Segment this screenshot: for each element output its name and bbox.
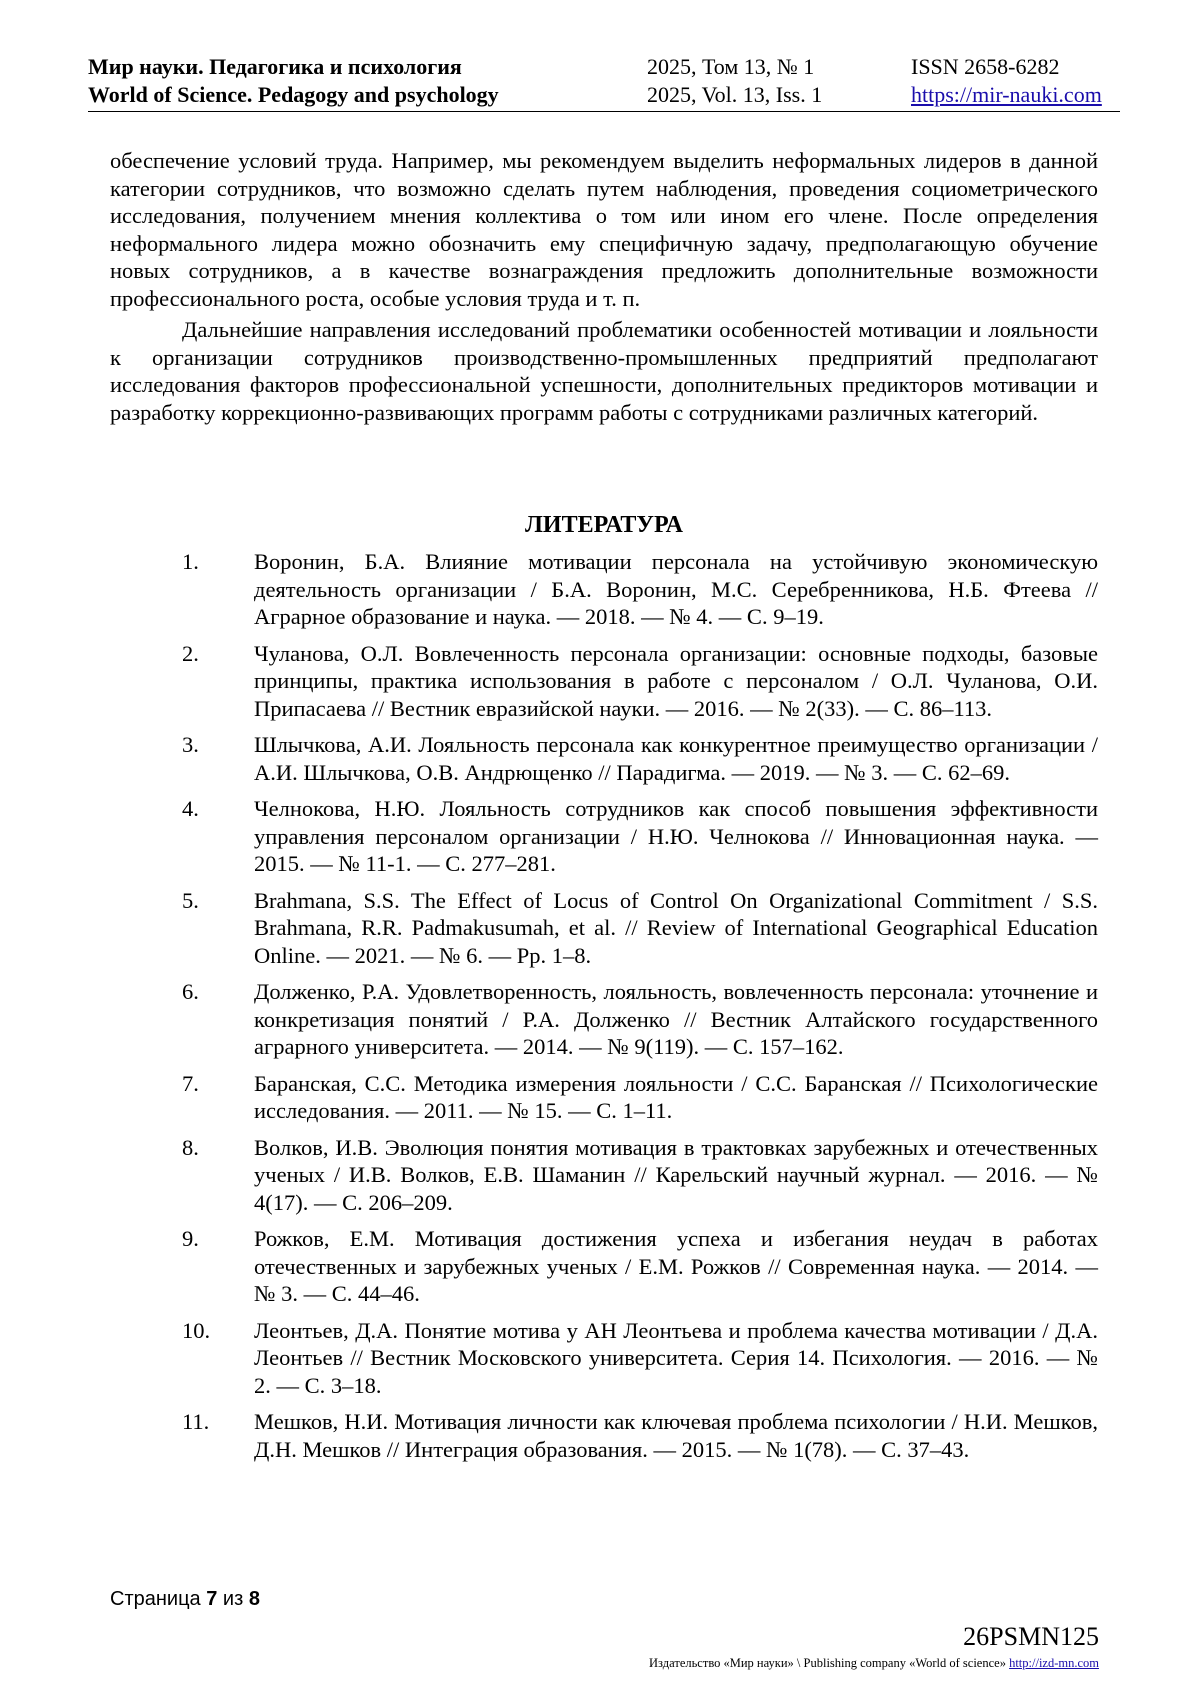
reference-list xyxy=(110,548,1098,1472)
publisher-url-link[interactable]: http://izd-mn.com xyxy=(1009,1656,1099,1670)
reference-number: 6. xyxy=(182,979,199,1004)
publisher-text: Издательство «Мир науки» \ Publishing company «World of science» xyxy=(649,1656,1006,1670)
reference-text: Челнокова, Н.Ю. Лояльность сотрудников как способ повышения эффективности управления персоналом организации / Н.Ю. Челнокова // Инновационная наука. — 2015. — № 11-1. — С. 277–281. xyxy=(254,796,1098,876)
reference-number: 1. xyxy=(182,549,199,574)
journal-title-en: World of Science. Pedagogy and psychology xyxy=(88,82,499,107)
reference-item xyxy=(110,1317,1098,1400)
reference-text: Brahmana, S.S. The Effect of Locus of Control On Organizational Commitment / S.S. Brahmana, R.R. Padmakusumah, et al. // Review of International Geographical Education Online. — 2021. — № 6. — Pp. 1–8. xyxy=(254,887,1098,968)
reference-number: 2. xyxy=(182,640,199,666)
issn: ISSN 2658-6282 xyxy=(911,54,1060,79)
journal-header xyxy=(88,53,1120,112)
article-code: 26PSMN125 xyxy=(963,1622,1099,1651)
header-row-en xyxy=(88,81,1120,109)
reference-text: Рожков, Е.М. Мотивация достижения успеха и избегания неудач в работах отечественных и зарубежных ученых / Е.М. Рожков // Современная наука. — 2014. — № 3. — С. 44–46. xyxy=(254,1226,1098,1306)
reference-item xyxy=(110,1408,1098,1463)
reference-number: 7. xyxy=(182,1070,199,1096)
page-current: 7 xyxy=(206,1588,218,1610)
body-text xyxy=(110,147,1098,426)
reference-text: Чуланова, О.Л. Вовлеченность персонала организации: основные подходы, базовые принципы, практика использования в работе с персоналом / О.Л. Чуланова, О.И. Припасаева // Вестник евразийской науки. — 2016. — № 2(33). — С. 86–113. xyxy=(254,640,1098,721)
page-number xyxy=(110,1587,260,1611)
journal-url-link[interactable]: https://mir-nauki.com xyxy=(911,82,1102,107)
header-row-ru xyxy=(88,53,1120,81)
reference-text: Воронин, Б.А. Влияние мотивации персонала на устойчивую экономическую деятельность организации / Б.А. Воронин, М.С. Серебренникова, Н.Б. Фтеева // Аграрное образование и наука. — 2018. — № 4. — С. 9–19. xyxy=(254,549,1098,629)
publisher-line xyxy=(649,1655,1099,1671)
reference-number: 9. xyxy=(182,1226,199,1251)
reference-number: 3. xyxy=(182,732,199,757)
reference-text: Волков, И.В. Эволюция понятия мотивация в трактовках зарубежных и отечественных ученых / И.В. Волков, Е.В. Шаманин // Карельский научный журнал. — 2016. — № 4(17). — С. 206–209. xyxy=(254,1134,1098,1215)
reference-text: Леонтьев, Д.А. Понятие мотива у АН Леонтьева и проблема качества мотивации / Д.А. Леонтьев // Вестник Московского университета. Серия 14. Психология. — 2016. — № 2. — С. 3–18. xyxy=(254,1317,1098,1398)
reference-text: Мешков, Н.И. Мотивация личности как ключевая проблема психологии / Н.И. Мешков, Д.Н. Мешков // Интеграция образования. — 2015. — № 1(78). — С. 37–43. xyxy=(254,1409,1098,1462)
body-paragraph-2: Дальнейшие направления исследований проблематики особенностей мотивации и лояльности к организации сотрудников производственно-промышленных предприятий предполагают исследования факторов профессиональной успешности, дополнительных предикторов мотивации и разработку коррекционно-развивающих программ работы с сотрудниками различных категорий. xyxy=(110,317,1098,425)
reference-text: Баранская, С.С. Методика измерения лояльности / С.С. Баранская // Психологические исследования. — 2011. — № 15. — С. 1–11. xyxy=(254,1070,1098,1123)
reference-number: 5. xyxy=(182,887,199,913)
issue-info-ru: 2025, Том 13, № 1 xyxy=(647,54,815,79)
reference-number: 11. xyxy=(182,1409,210,1434)
page-separator: из xyxy=(222,1588,244,1610)
body-paragraph-1: обеспечение условий труда. Например, мы рекомендуем выделить неформальных лидеров в данной категории сотрудников, что возможно сделать путем наблюдения, проведения социометрического исследования, получением мнения коллектива о том или ином его члене. После определения неформального лидера можно обозначить ему специфичную задачу, предполагающую обучение новых сотрудников, а в качестве вознаграждения предложить дополнительные возможности профессионального роста, особые условия труда и т. п. xyxy=(110,148,1098,311)
references-title: ЛИТЕРАТУРА xyxy=(525,512,683,538)
reference-item xyxy=(110,731,1098,786)
reference-number: 10. xyxy=(182,1317,211,1343)
reference-number: 4. xyxy=(182,796,199,821)
reference-text: Долженко, Р.А. Удовлетворенность, лояльность, вовлеченность персонала: уточнение и конкретизация понятий / Р.А. Долженко // Вестник Алтайского государственного аграрного университета. — 2014. — № 9(119). — С. 157–162. xyxy=(254,979,1098,1059)
reference-item xyxy=(110,795,1098,878)
reference-item xyxy=(110,1070,1098,1125)
reference-item xyxy=(110,887,1098,970)
journal-title-ru: Мир науки. Педагогика и психология xyxy=(88,54,462,79)
page-total: 8 xyxy=(248,1588,260,1610)
issue-info-en: 2025, Vol. 13, Iss. 1 xyxy=(647,82,823,107)
reference-item xyxy=(110,1134,1098,1217)
reference-item xyxy=(110,548,1098,631)
reference-item xyxy=(110,978,1098,1061)
page-label: Страница xyxy=(110,1588,201,1610)
reference-item xyxy=(110,640,1098,723)
reference-item xyxy=(110,1225,1098,1308)
reference-number: 8. xyxy=(182,1134,199,1160)
reference-text: Шлычкова, А.И. Лояльность персонала как конкурентное преимущество организации / А.И. Шлычкова, О.В. Андрющенко // Парадигма. — 2019. — № 3. — С. 62–69. xyxy=(254,732,1098,785)
